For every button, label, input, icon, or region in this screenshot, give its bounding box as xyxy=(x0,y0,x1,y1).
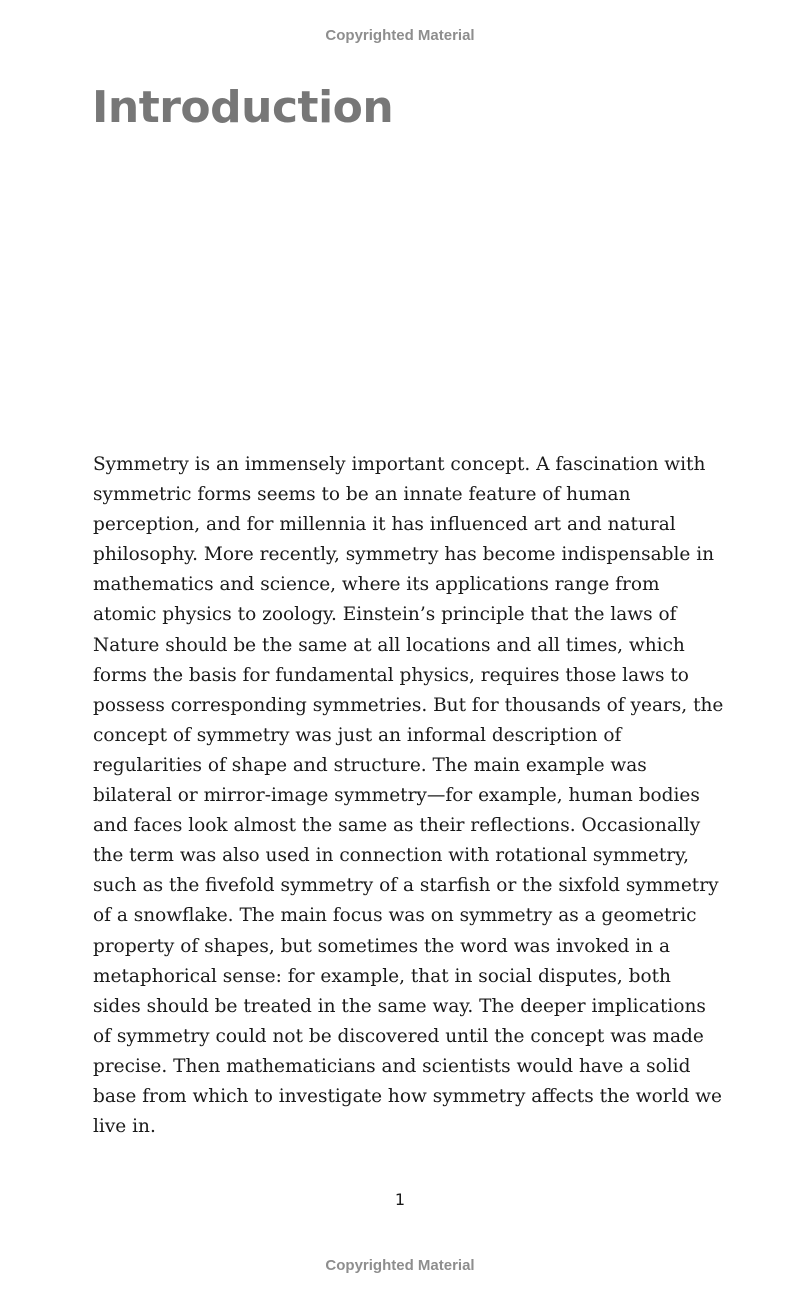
text-line: Nature should be the same at all locations and all times, which xyxy=(93,634,685,656)
text-line: mathematics and science, where its applications range from xyxy=(93,574,660,596)
text-line: of a snowflake. The main focus was on symmetry as a geometric xyxy=(93,905,697,927)
text-line: the term was also used in connection with rotational symmetry, xyxy=(93,845,690,867)
chapter-title: Introduction xyxy=(92,82,394,133)
text-line: concept of symmetry was just an informal description of xyxy=(93,724,622,746)
text-line: such as the fivefold symmetry of a starfish or the sixfold symmetry xyxy=(93,875,719,897)
text-line: metaphorical sense: for example, that in social disputes, both xyxy=(93,965,671,987)
watermark-bottom: Copyrighted Material xyxy=(325,1257,475,1274)
text-line: perception, and for millennia it has influenced art and natural xyxy=(93,514,676,536)
watermark-top: Copyrighted Material xyxy=(325,27,475,44)
text-line: property of shapes, but sometimes the word was invoked in a xyxy=(93,935,670,957)
page-number: 1 xyxy=(394,1190,406,1209)
text-line: atomic physics to zoology. Einstein’s principle that the laws of xyxy=(93,604,677,626)
text-line: precise. Then mathematicians and scientists would have a solid xyxy=(93,1055,691,1077)
text-line: bilateral or mirror-image symmetry—for example, human bodies xyxy=(93,785,700,807)
text-line: possess corresponding symmetries. But for thousands of years, the xyxy=(93,694,724,716)
text-line: Symmetry is an immensely important concept. A fascination with xyxy=(93,454,706,475)
text-line: live in. xyxy=(93,1116,156,1138)
text-line: base from which to investigate how symmetry affects the world we xyxy=(93,1085,722,1107)
text-line: regularities of shape and structure. The main example was xyxy=(93,754,647,776)
text-line: and faces look almost the same as their reflections. Occasionally xyxy=(93,815,701,837)
text-line: forms the basis for fundamental physics, requires those laws to xyxy=(93,664,689,686)
text-line: of symmetry could not be discovered until the concept was made xyxy=(93,1025,704,1047)
text-line: symmetric forms seems to be an innate feature of human xyxy=(93,484,631,506)
body-paragraph xyxy=(93,450,723,1142)
text-line: sides should be treated in the same way. The deeper implications xyxy=(93,995,706,1017)
text-line: philosophy. More recently, symmetry has become indispensable in xyxy=(93,544,715,566)
